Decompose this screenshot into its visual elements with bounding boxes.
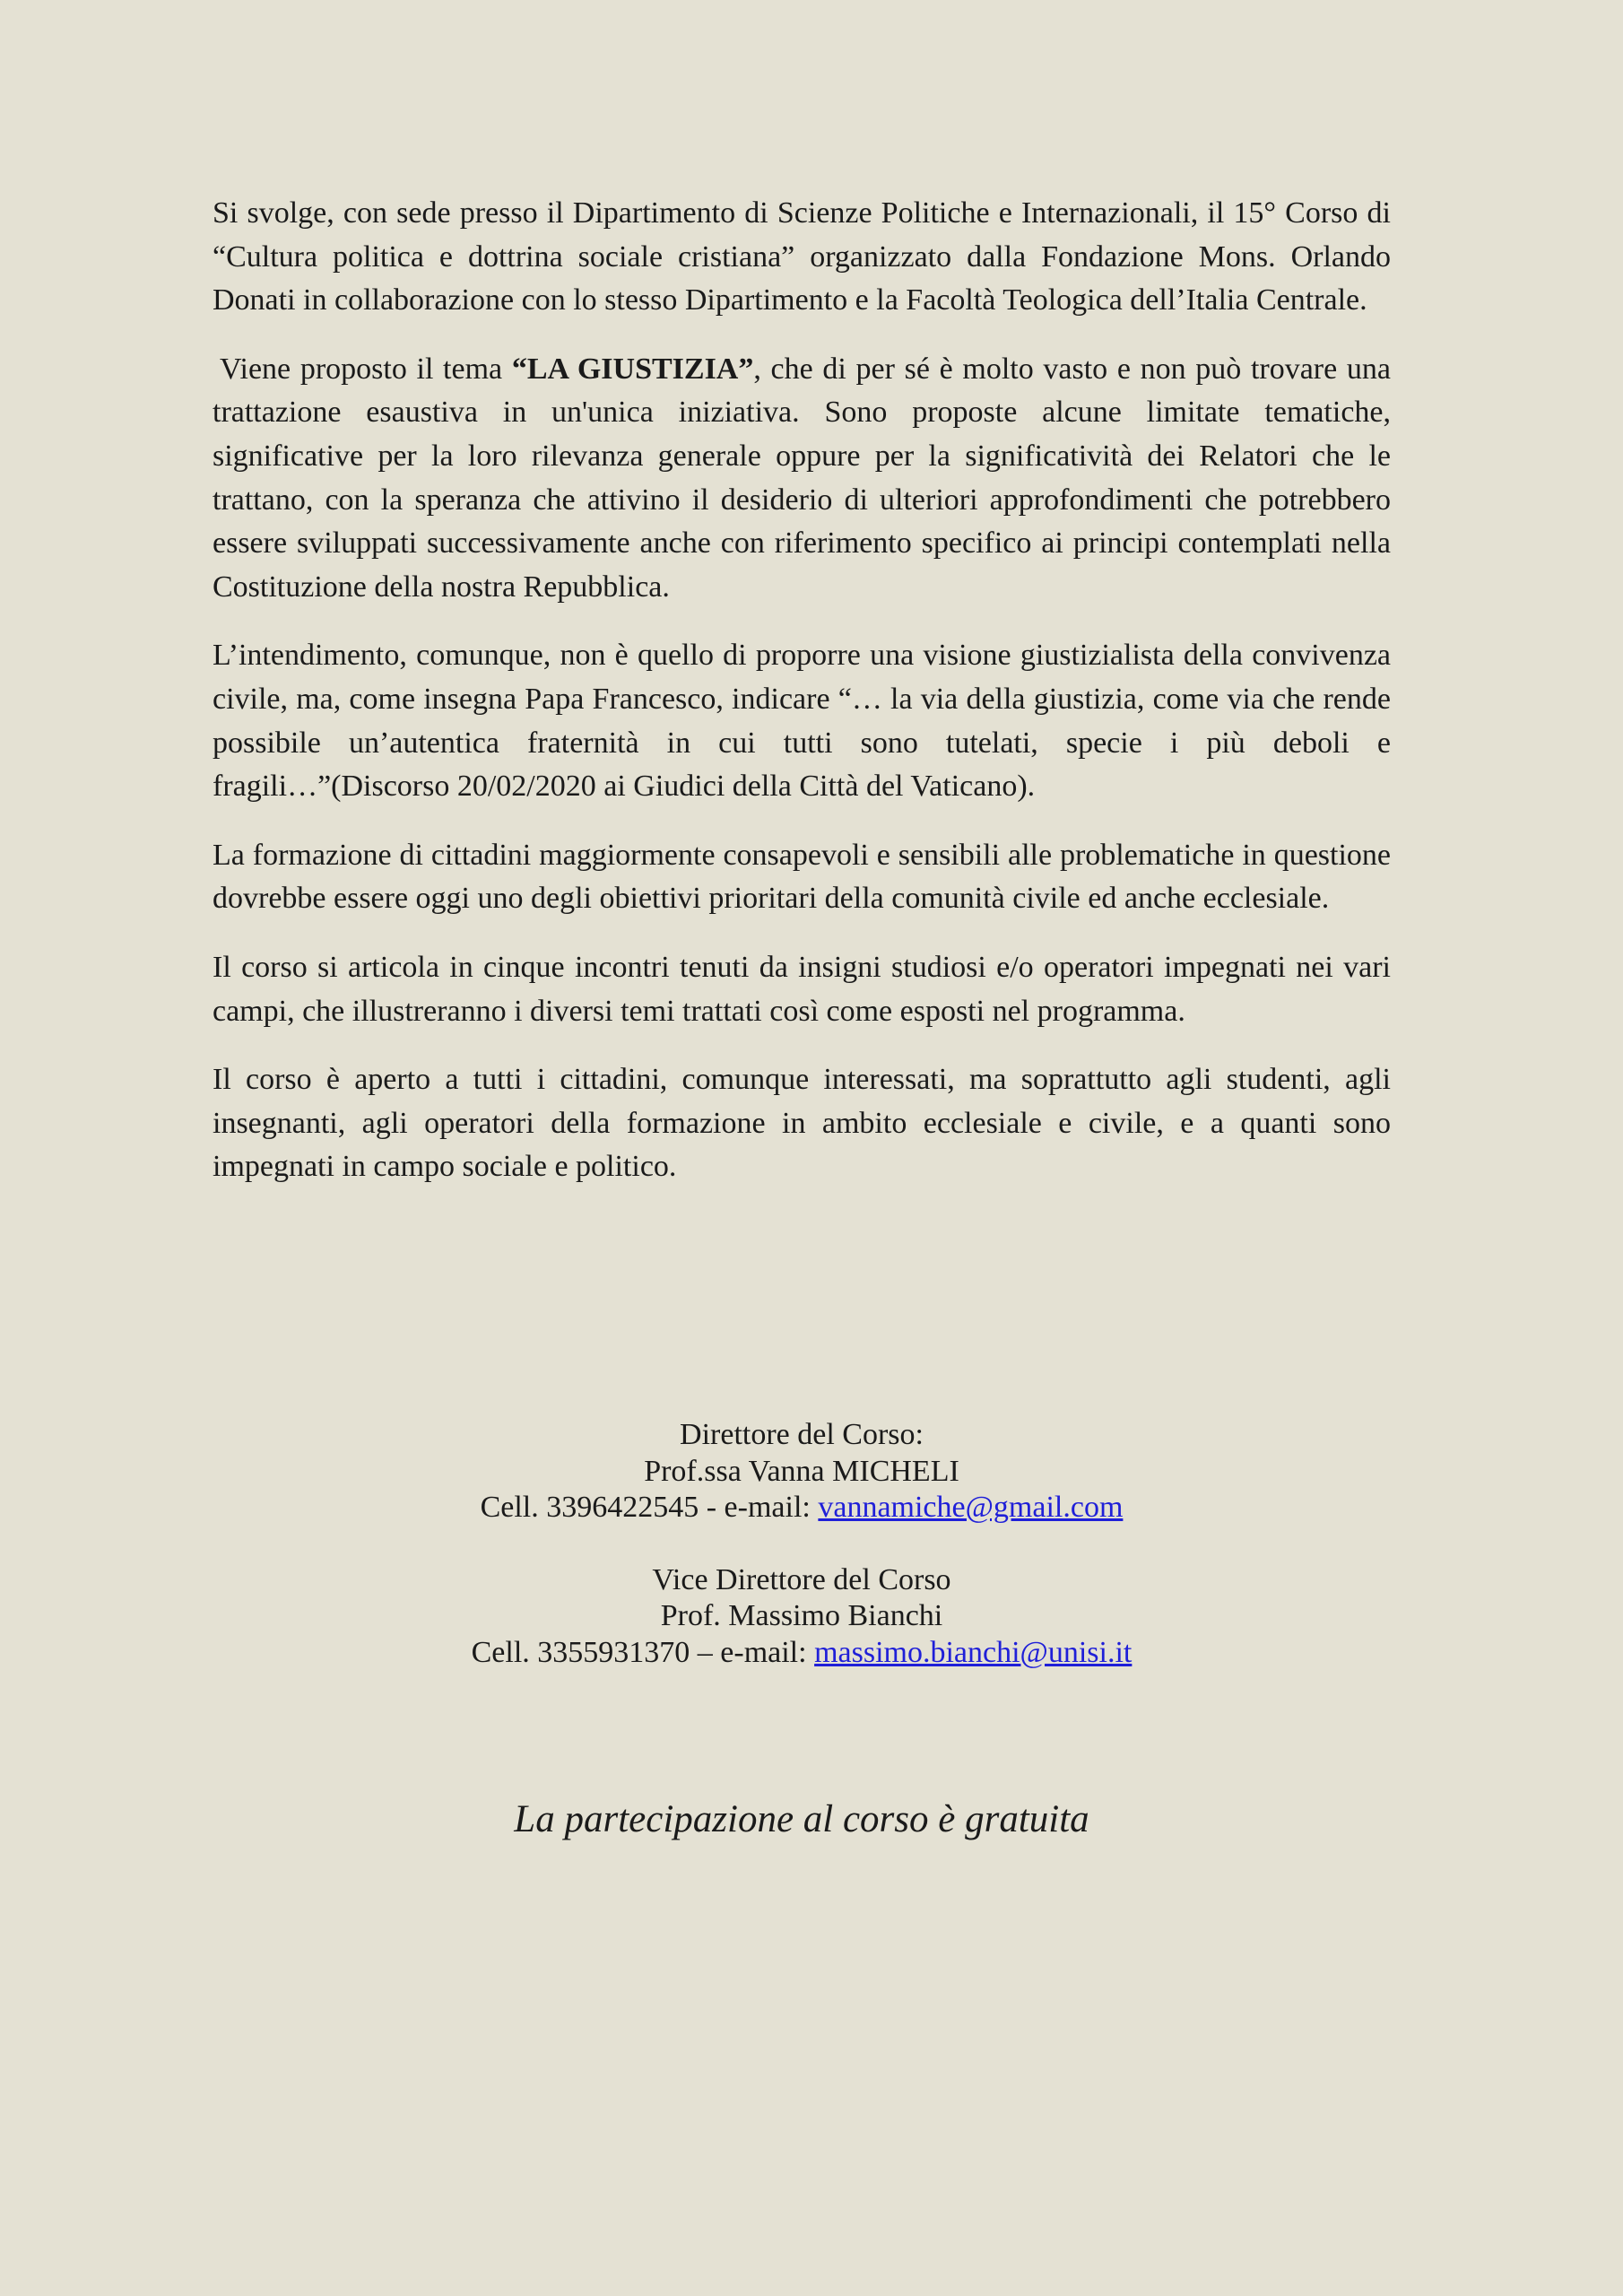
contacts-section [213, 1417, 1391, 1707]
vice-director-email-link[interactable]: massimo.bianchi@unisi.it [814, 1635, 1133, 1669]
director-role: Direttore del Corso: [680, 1418, 924, 1451]
paragraph-audience: Il corso è aperto a tutti i cittadini, comunque interessati, ma soprattutto agli studenti, agli insegnanti, agli operatori della formazione in ambito ecclesiale e civile, e a quanti sono impegnati in campo sociale e politico. [213, 1063, 1391, 1184]
paragraph-structure: Il corso si articola in cinque incontri tenuti da insigni studiosi e/o operatori impegnati nei vari campi, che illustreranno i diversi temi trattati così come esposti nel programma. [213, 950, 1391, 1028]
free-participation-note: La partecipazione al corso è gratuita [514, 1798, 1089, 1840]
vice-director-contact [213, 1562, 1391, 1672]
document-body [213, 192, 1391, 1214]
director-name: Prof.ssa Vanna MICHELI [644, 1454, 959, 1488]
paragraph-theme [213, 348, 1391, 610]
director-contact [213, 1417, 1391, 1526]
paragraph-formation: La formazione di cittadini maggiormente consapevoli e sensibili alle problematiche in questione dovrebbe essere oggi uno degli obiettivi prioritari della comunità civile ed anche ecclesiale. [213, 838, 1391, 916]
director-phone-line [213, 1490, 1391, 1526]
vice-director-phone: Cell. 3355931370 – e-mail: [471, 1635, 815, 1669]
theme-description-text: , che di per sé è molto vasto e non può trovare una trattazione esaustiva in un'unica iniziativa. Sono proposte alcune limitate tematiche, significative per la loro rilevanza generale oppure per la significatività dei Relatori che le trattano, con la speranza che attivino il desiderio di ulteriori approfondimenti che potrebbero essere sviluppati successivamente anche con riferimento specifico ai principi contemplati nella Costituzione della nostra Repubblica. [213, 352, 1391, 604]
vice-director-role: Vice Direttore del Corso [652, 1562, 951, 1596]
director-phone: Cell. 3396422545 - e-mail: [480, 1491, 819, 1524]
theme-title: “LA GIUSTIZIA” [511, 352, 754, 386]
theme-intro-text: Viene proposto il tema [220, 352, 512, 386]
vice-director-phone-line [213, 1635, 1391, 1672]
paragraph-course-intro: Si svolge, con sede presso il Dipartimento di Scienze Politiche e Internazionali, il 15° Corso di “Cultura politica e dottrina sociale cristiana” organizzato dalla Fondazione Mons. Orlando Donati in collaborazione con lo stesso Dipartimento e la Facoltà Teologica dell’Italia Centrale. [213, 196, 1391, 317]
vice-director-name: Prof. Massimo Bianchi [660, 1599, 943, 1632]
director-email-link[interactable]: vannamiche@gmail.com [818, 1491, 1124, 1524]
paragraph-intent: L’intendimento, comunque, non è quello di proporre una visione giustizialista della convivenza civile, ma, come insegna Papa Francesco, indicare “… la via della giustizia, come via che rende possibile un’autentica fraternità in cui tutti sono tutelati, specie i più deboli e fragili…”(Discorso 20/02/2020 ai Giudici della Città del Vaticano). [213, 639, 1391, 804]
